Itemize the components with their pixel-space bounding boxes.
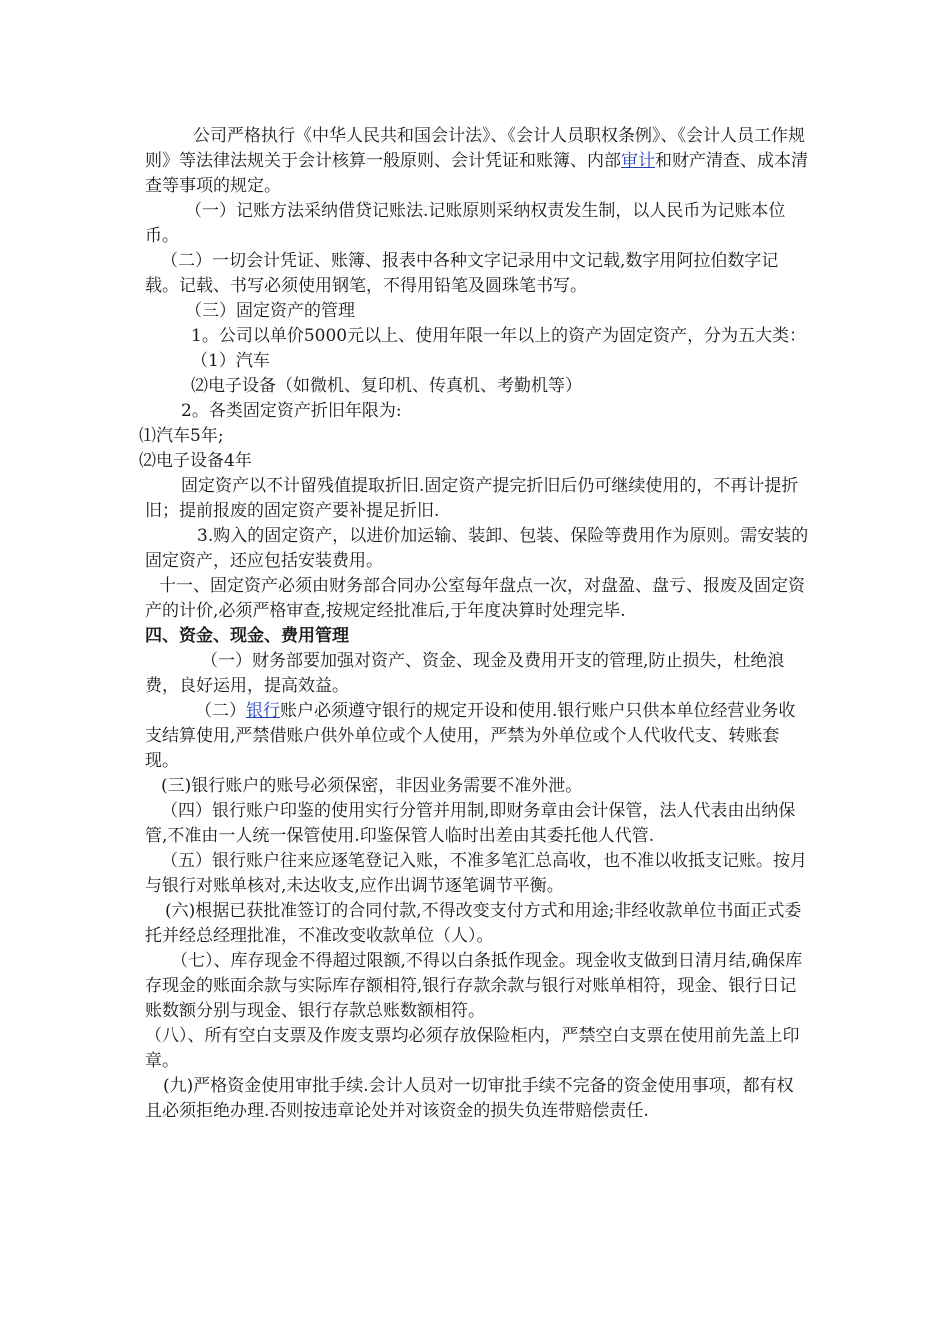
list-item-electronics: ⑵电子设备（如微机、复印机、传真机、考勤机等） (191, 376, 582, 396)
paragraph-bank-accounts (145, 699, 810, 774)
paragraph-blank-checks: （八）、所有空白支票及作废支票均必须存放保险柜内，严禁空白支票在使用前先盖上印章。 (145, 1026, 800, 1071)
paragraph-cash-limits: （七）、库存现金不得超过限额,不得以白条抵作现金。现金收支做到日清月结,确保库存现金的账面余款与实际库存额相符,银行存款余款与银行对账单相符，现金、银行日记账数额分别与现金、银行存款总账数额相符。 (145, 951, 803, 1021)
bank-text-prefix: （二） (195, 701, 246, 721)
paragraph-fixed-assets-definition: 1。公司以单价5000元以上、使用年限一年以上的资产为固定资产，分为五大类： (191, 326, 807, 346)
bank-link[interactable]: 银行 (246, 701, 280, 721)
list-item-car-years: ⑴汽车5年; (139, 426, 224, 446)
paragraph-purchased-assets: 3.购入的固定资产，以进价加运输、装卸、包装、保险等费用作为原则。需安装的固定资产，还应包括安装费用。 (145, 526, 809, 571)
paragraph-records-language: （二）一切会计凭证、账簿、报表中各种文字记录用中文记载,数字用阿拉伯数字记载。记载、书写必须使用钢笔，不得用铅笔及圆珠笔书写。 (145, 251, 779, 296)
paragraph-fixed-assets-heading: （三）固定资产的管理 (185, 301, 355, 321)
section-heading-funds: 四、资金、现金、费用管理 (145, 626, 349, 646)
paragraph-depreciation-years: 2。各类固定资产折旧年限为: (181, 401, 402, 421)
paragraph-account-secrecy: (三)银行账户的账号必须保密，非因业务需要不准外泄。 (161, 776, 583, 796)
paragraph-annual-inventory: 十一、固定资产必须由财务部合同办公室每年盘点一次，对盘盈、盘亏、报废及固定资产的计价,必须严格审查,按规定经批准后,于年度决算时处理完毕. (145, 576, 805, 621)
list-item-car: （1）汽车 (191, 351, 270, 371)
paragraph-account-entries: （五）银行账户往来应逐笔登记入账，不准多笔汇总高收，也不准以收抵支记账。按月与银行对账单核对,未达收支,应作出调节逐笔调节平衡。 (145, 851, 807, 896)
document-body (139, 124, 810, 1124)
paragraph-approval-procedures: (九)严格资金使用审批手续.会计人员对一切审批手续不完备的资金使用事项，都有权且必须拒绝办理.否则按违章论处并对该资金的损失负连带赔偿责任. (145, 1076, 794, 1121)
intro-text-prefix: 公司严格执行《中华人民共和国会计法》、《会计人员职权条例》、《会计人员工作规则》等法律法规关于会计核算一般原则、会计凭证和账簿、内部 (145, 126, 805, 171)
paragraph-seal-management: （四）银行账户印鉴的使用实行分管并用制,即财务章由会计保管，法人代表由出纳保管,不准由一人统一保管使用.印鉴保管人临时出差由其委托他人代管. (145, 801, 796, 846)
paragraph-finance-management: （一）财务部要加强对资产、资金、现金及费用开支的管理,防止损失，杜绝浪费，良好运用，提高效益。 (145, 651, 785, 696)
bank-text-suffix: 账户必须遵守银行的规定开设和使用.银行账户只供本单位经营业务收支结算使用,严禁借账户供外单位或个人使用，严禁为外单位或个人代收代支、转账套现。 (145, 701, 796, 771)
paragraph-depreciation-rules: 固定资产以不计留残值提取折旧.固定资产提完折旧后仍可继续使用的，不再计提折旧；提前报废的固定资产要补提足折旧. (145, 476, 799, 521)
intro-text-suffix: 和财产清查、成本清查等事项的规定。 (145, 151, 808, 196)
list-item-electronics-years: ⑵电子设备4年 (139, 451, 252, 471)
audit-link[interactable]: 审计 (621, 151, 655, 171)
paragraph-contract-payment: (六)根据已获批准签订的合同付款,不得改变支付方式和用途;非经收款单位书面正式委托并经总经理批准，不准改变收款单位（人）。 (145, 901, 802, 946)
paragraph-intro (145, 124, 810, 199)
paragraph-bookkeeping-method: （一）记账方法采纳借贷记账法.记账原则采纳权责发生制，以人民币为记账本位币。 (145, 201, 786, 246)
